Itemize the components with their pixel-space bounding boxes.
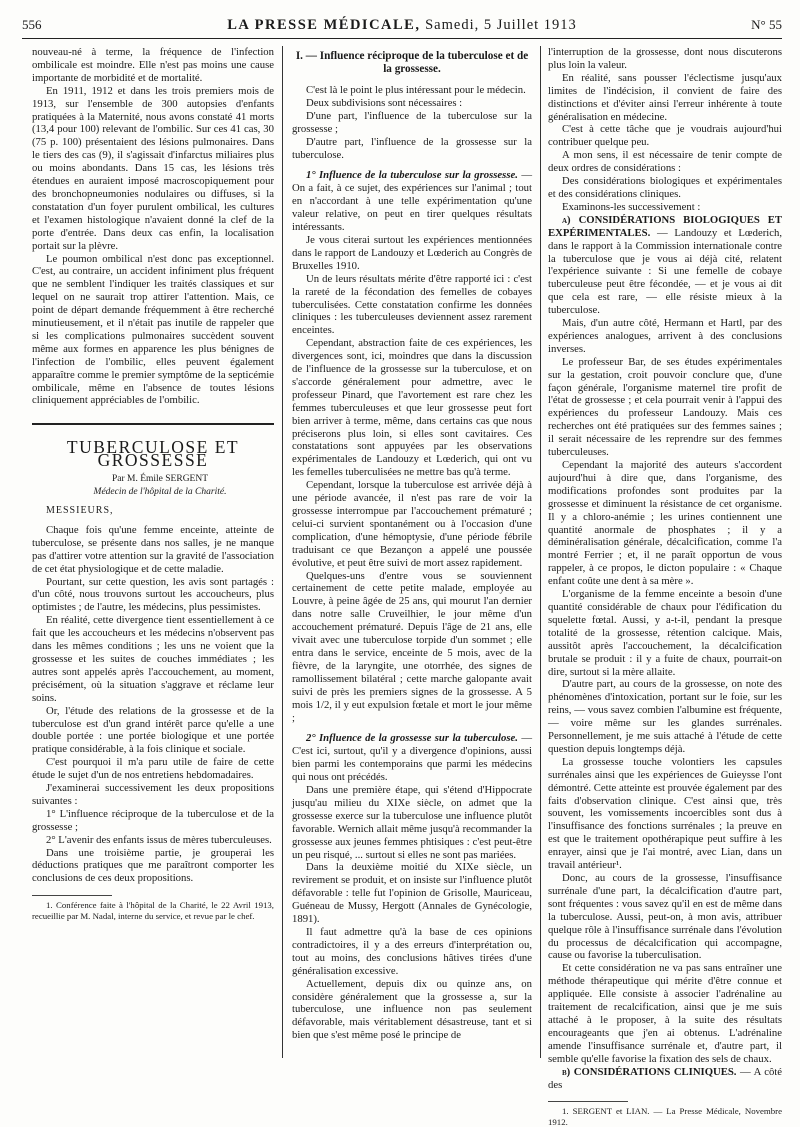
paragraph: Dans la deuxième moitié du XIXe siècle, un revirement se produit, et on insiste sur l'influence plutôt défavorable : telle fut l'opinion de Grisolle, Mauriceau, Guéneau de Mussy, Hergott (Annales de Gynécologie, 1891). — [292, 861, 532, 926]
paragraph: Pourtant, sur cette question, les avis sont partagés : d'un côté, nous trouvons surtout les accoucheurs, plus optimistes ; de l'autre, les médecins, plus pessimistes. — [32, 575, 274, 614]
subsection-paragraph — [548, 1066, 782, 1092]
paragraph: C'est à cette tâche que je voudrais aujourd'hui contribuer quelque peu. — [548, 123, 782, 149]
subsection-paragraph — [548, 214, 782, 317]
paragraph: C'est là le point le plus intéressant pour le médecin. — [306, 84, 526, 96]
paragraph: Cependant, abstraction faite de ces expériences, les divergences sont, ici, moindres que dans la discussion de l'influence de la grossesse sur la tuberculose, et on s'accorde généralement pour admettre, avec le professeur Pinard, que l'avortement est rare chez les femmes tuberculeuses et que leur grossesse peut fort bien arriver à terme, même, dans certains cas que nous préciserons plus loin, si elles sont cavitaires. Ces constatations sont appuyées par les observations expérimentales de Landouzy et Lœderich, qui ont vu les femelles tuberculisées ne mettre bas qu'à terme. — [292, 337, 532, 479]
paragraph: Un de leurs résultats mérite d'être rapporté ici : c'est la rareté de la fécondation des femelles de cobayes tuberculisées. Cette constatation confirme les données cliniques : les tuberculeuses deviennent assez rarement enceintes. — [292, 272, 532, 337]
salutation: MESSIEURS, — [46, 505, 114, 516]
column-divider — [540, 46, 541, 1058]
subsection-text: — On a fait, à ce sujet, des expériences sur l'animal ; tout en n'accordant à une telle expérimentation qu'une valeur relative, on peut en tirer quelques résultats intéressants. — [292, 169, 532, 234]
publication-name: LA PRESSE MÉDICALE, — [227, 16, 421, 33]
footnote-rule — [548, 1101, 628, 1102]
paragraph: En 1911, 1912 et dans les trois premiers mois de 1913, sur l'ensemble de 300 autopsies d'enfants pratiquées à la Maternité, nous avons constaté 41 morts (13,4 pour 100) relevant de l'ombilic. Sur ces 41 cas, 30 (75 p. 100) présentaient des lésions pulmonaires. Dans le tiers des cas (9), il s'agissait d'infarctus miliaires plus ou moins abondants. Dans 15 cas, les lésions très étendues en auraient imposé macroscopiquement pour des bronchopneumonies nodulaires ou diffuses, si la constatation d'un foyer purulent ombilical, les cultures et l'examen histologique n'avaient donné la clef de la porte d'entrée. Dans deux cas enfin, la localisation portait sur la plèvre. — [32, 84, 274, 252]
subsection-paragraph — [292, 732, 532, 784]
paragraph: D'autre part, au cours de la grossesse, on note des phénomènes d'intoxication, portant sur le foie, sur les reins, — vous savez combien l'albumine est fréquente, — voire même sur les glandes surrénales. Personnellement, je me suis attaché à l'étude de cette question depuis longtemps déjà. — [548, 678, 782, 755]
page-number: 556 — [22, 17, 42, 32]
paragraph: Deux subdivisions sont nécessaires : — [306, 96, 463, 109]
author-affiliation: Médecin de l'hôpital de la Charité. — [93, 487, 227, 498]
paragraph: En réalité, cette divergence tient essentiellement à ce fait que les accoucheurs et les médecins n'observent pas dans les mêmes conditions ; les uns ne voient que la grossesse et les suites de couches immédiates ; les autres sont appelés après l'accouchement, au moment, précisément, où la situation s'aggrave et réclame leur soins. — [32, 614, 274, 704]
running-title — [92, 17, 712, 34]
paragraph: l'interruption de la grossesse, dont nous discuterons plus loin la valeur. — [548, 46, 782, 71]
column-1 — [32, 46, 274, 1072]
paragraph: Je vous citerai surtout les expériences mentionnées dans le rapport de Landouzy et Lœderich au Congrès de Bruxelles 1910. — [292, 233, 532, 272]
paragraph: Cependant la majorité des auteurs s'accordent aujourd'hui à dire que, dans l'organisme, des modifications profondes sont produites par la grossesse et diminuent la résistance de cet organisme. Il y a chloro-anémie ; les urines contiennent une quantité anormale de phosphates ; il y a déminéralisation générale, décalcification, comme l'a montré Ferrier ; et, il ne paraît opportun de vous rappeler, à ce propos, le dicton populaire : « Chaque enfant coûte une dent à sa mère ». — [548, 459, 782, 588]
subsection-text: — C'est ici, surtout, qu'il y a divergence d'opinions, aussi bien parmi les contemporains que parmi les médecins qui nous ont précédés. — [292, 732, 532, 784]
issue-number: N° 55 — [751, 17, 782, 32]
paragraph: Actuellement, depuis dix ou quinze ans, on considère généralement que la grossesse a, sur la tuberculose, une influence non pas seulement défavorable, mais véritablement désastreuse, tant et si bien que s'est même posé le principe de — [292, 977, 532, 1042]
paragraph: C'est pourquoi il m'a paru utile de faire de cette étude le sujet d'un de nos entretiens hebdomadaires. — [32, 756, 274, 782]
issue-date: Samedi, 5 Juillet 1913 — [425, 16, 577, 33]
subsection-title: 1° Influence de la tuberculose sur la grossesse. — [306, 169, 518, 182]
paragraph: 1° L'influence réciproque de la tuberculose et de la grossesse ; — [32, 807, 274, 833]
paragraph: L'organisme de la femme enceinte a besoin d'une quantité considérable de chaux pour l'édification du squelette fœtal. Aussi, y a-t-il, pendant la presque totalité de la grossesse, rétention calcique. Mais, aussitôt après l'accouchement, la décalcification brutale se produit : il y a fuite de chaux, pourrait-on dire, surtout si la mère allaite. — [548, 588, 782, 678]
paragraph: Et cette considération ne va pas sans entraîner une méthode thérapeutique qui mérite d'être connue et appliquée. Elle consiste à associer l'adrénaline au traitement de recalcification, ainsi que je me suis attaché à le proposer, à la suite des résultats encourageants que j'en ai obtenus. L'adrénaline amende l'insuffisance surrénale et, d'autre part, il semble qu'elle favorise la fixation des sels de chaux. — [548, 962, 782, 1065]
paragraph: Chaque fois qu'une femme enceinte, atteinte de tuberculose, se présente dans nos salles, je ne manque pas d'attirer votre attention sur la gravité de l'association de cet état physiologique et de cette maladie. — [32, 523, 274, 575]
page-header — [22, 12, 782, 39]
subsection-text: — A côté des — [548, 1065, 782, 1091]
column-3 — [548, 46, 782, 1127]
paragraph: D'une part, l'influence de la tuberculose sur la grossesse ; — [292, 109, 532, 135]
paragraph: nouveau-né à terme, la fréquence de l'infection ombilicale est moindre. Elle n'est pas moins une cause importante de morbidité et de mortalité. — [32, 46, 274, 84]
paragraph: Mais, d'un autre côté, Hermann et Hartl, par des expériences analogues, arrivent à des conclusions inverses. — [548, 317, 782, 355]
paragraph: Or, l'étude des relations de la grossesse et de la tuberculose est d'un grand intérêt parce qu'elle a une double portée : une portée biologique et une portée pratique considérable, à la fois clinique et sociale. — [32, 704, 274, 756]
article-byline: Par M. Émile SERGENT — [111, 474, 209, 485]
subsection-paragraph — [292, 169, 532, 234]
paragraph: Cependant, lorsque la tuberculose est arrivée déjà à une période avancée, il n'est pas rare de voir la grossesse interrompue par l'accouchement prématuré ; celui-ci survient spontanément ou à l'occasion d'une complication, d'une hémoptysie, d'une période fébrile traduisant ce que Bezançon a appelé une poussée évolutive, et peut être suivi de mort assez rapidement. — [292, 479, 532, 569]
footnote: 1. SERGENT et LIAN. — La Presse Médicale, Novembre 1912. — [548, 1106, 782, 1127]
column-2 — [292, 46, 532, 1072]
paragraph: A mon sens, il est nécessaire de tenir compte de deux ordres de considérations : — [548, 149, 782, 175]
article-title: TUBERCULOSE ET GROSSESSE — [32, 423, 274, 467]
paragraph: Le poumon ombilical n'est donc pas exceptionnel. C'est, au contraire, un accident infiniment plus fréquent que ne semblent l'indiquer les traités classiques et sur lequel on ne saurait trop attirer l'attention. Mais, ce point de départ demande fréquemment à être recherché minutieusement, et il n'était pas inutile de rappeler que si les complications pulmonaires succèdent souvent même aux formes en apparence les plus bénignes de l'infection de l'ombilic, elles peuvent également apparaître comme le premier symptôme de la septicémie ombilicale, même en l'absence de toutes lésions cliniquement appréciables de l'ombilic. — [32, 252, 274, 407]
footnote-rule — [32, 895, 112, 896]
paragraph: La grossesse touche volontiers les capsules surrénales ainsi que les expériences de Guieysse l'ont démontré. Cette atteinte est prouvée également par des faits d'observation clinique. C'est ainsi que, très souvent, les vomissements incoercibles sont dus à l'insuffisance des fonctions surrénales ; la preuve en est que le traitement opothérapique peut suffire à les enrayer, ainsi que je l'ai montré, avec Lian, dans un travail antérieur¹. — [548, 755, 782, 872]
paragraph: J'examinerai successivement les deux propositions suivantes : — [32, 782, 274, 807]
paragraph: Le professeur Bar, de ses études expérimentales sur la gestation, croit pouvoir conclure que, d'une façon générale, l'organisme maternel tire profit de l'état de grossesse ; et cela pourrait venir à l'appui des expériences du professeur Landouzy. Mais ces recherches ont été pratiquées sur des femmes saines ; il serait nécessaire de les reprendre sur des femmes tuberculeuses. — [548, 355, 782, 459]
subsection-label: a) CONSIDÉRATIONS BIOLOGIQUES ET EXPÉRIMENTALES. — [548, 213, 782, 239]
paragraph: Donc, au cours de la grossesse, l'insuffisance surrénale d'une part, la décalcification d'autre part, sont fréquentes : vous savez qu'il en est de même dans la tuberculose. Aussi, peut-on, à mon avis, attribuer quelque rôle à l'insuffisance surrénale dans l'évolution du processus de décalcification qui accompagne, cause ou favorise la tuberculisation. — [548, 872, 782, 962]
paragraph: Dans une troisième partie, je grouperai les déductions pratiques que me paraîtront comporter les conclusions de ces deux propositions. — [32, 846, 274, 885]
paragraph: D'autre part, l'influence de la grossesse sur la tuberculose. — [292, 135, 532, 161]
subsection-label: b) CONSIDÉRATIONS CLINIQUES. — [562, 1065, 737, 1078]
paragraph: En réalité, sans pousser l'éclectisme jusqu'aux limites de l'indécision, il convient de faire des distinctions et d'éviter ainsi l'erreur inhérente à toute généralisation en médecine. — [548, 71, 782, 123]
footnote: 1. Conférence faite à l'hôpital de la Charité, le 22 Avril 1913, recueillie par M. Nadal, interne du service, et revue par le chef. — [32, 900, 274, 921]
paragraph: Des considérations biologiques et expérimentales et des considérations cliniques. — [548, 175, 782, 200]
subsection-text: — Landouzy et Lœderich, dans le rapport à la Commission internationale contre la tuberculose que je vous ai déjà cité, relatent l'expérience suivante : Si une femelle de cobaye tuberculeuse peut être fécondée, — et je vous ai dit que cela est rare, — elle résiste mieux à la tuberculose. — [548, 226, 782, 317]
paragraph: Quelques-uns d'entre vous se souviennent certainement de cette petite malade, employée au Louvre, à peine âgée de 25 ans, qui mourut l'an dernier dans notre salle Cruveilhier, le jour même d'un accouchement prématuré. Depuis l'âge de 21 ans, elle vivait avec une tuberculose torpide d'un sommet ; elle entra dans le service, enceinte de 5 mois, avec de la fièvre, de la laryngite, une otorrhée, des signes de ramollissement bilatéral ; cette marche galopante avait suivi de près les premiers signes de la grossesse. A 5 mois 1/2, il y eut expulsion fœtale et mort le jour même ; — [292, 569, 532, 724]
column-divider — [282, 46, 283, 1058]
paragraph: 2° L'avenir des enfants issus de mères tuberculeuses. — [46, 833, 272, 846]
section-title: I. — Influence réciproque de la tuberculose et de la grossesse. — [295, 50, 529, 75]
paragraph: Examinons-les successivement : — [562, 200, 701, 213]
subsection-title: 2° Influence de la grossesse sur la tuberculose. — [306, 732, 518, 745]
newspaper-page — [22, 12, 782, 1127]
paragraph: Dans une première étape, qui s'étend d'Hippocrate jusqu'au milieu du XIXe siècle, on admet que la grossesse exerce sur la tuberculose une influence plutôt favorable. Wernich allait même jusqu'à recommander la grossesse aux jeunes femmes phtisiques : c'est peut-être un peu risqué, ... surtout si elles ne sont pas mariées. — [292, 784, 532, 861]
paragraph: Il faut admettre qu'à la base de ces opinions contradictoires, il y a des erreurs d'interprétation ou, tout au moins, des conclusions hâtives tirées d'une généralisation excessive. — [292, 926, 532, 977]
